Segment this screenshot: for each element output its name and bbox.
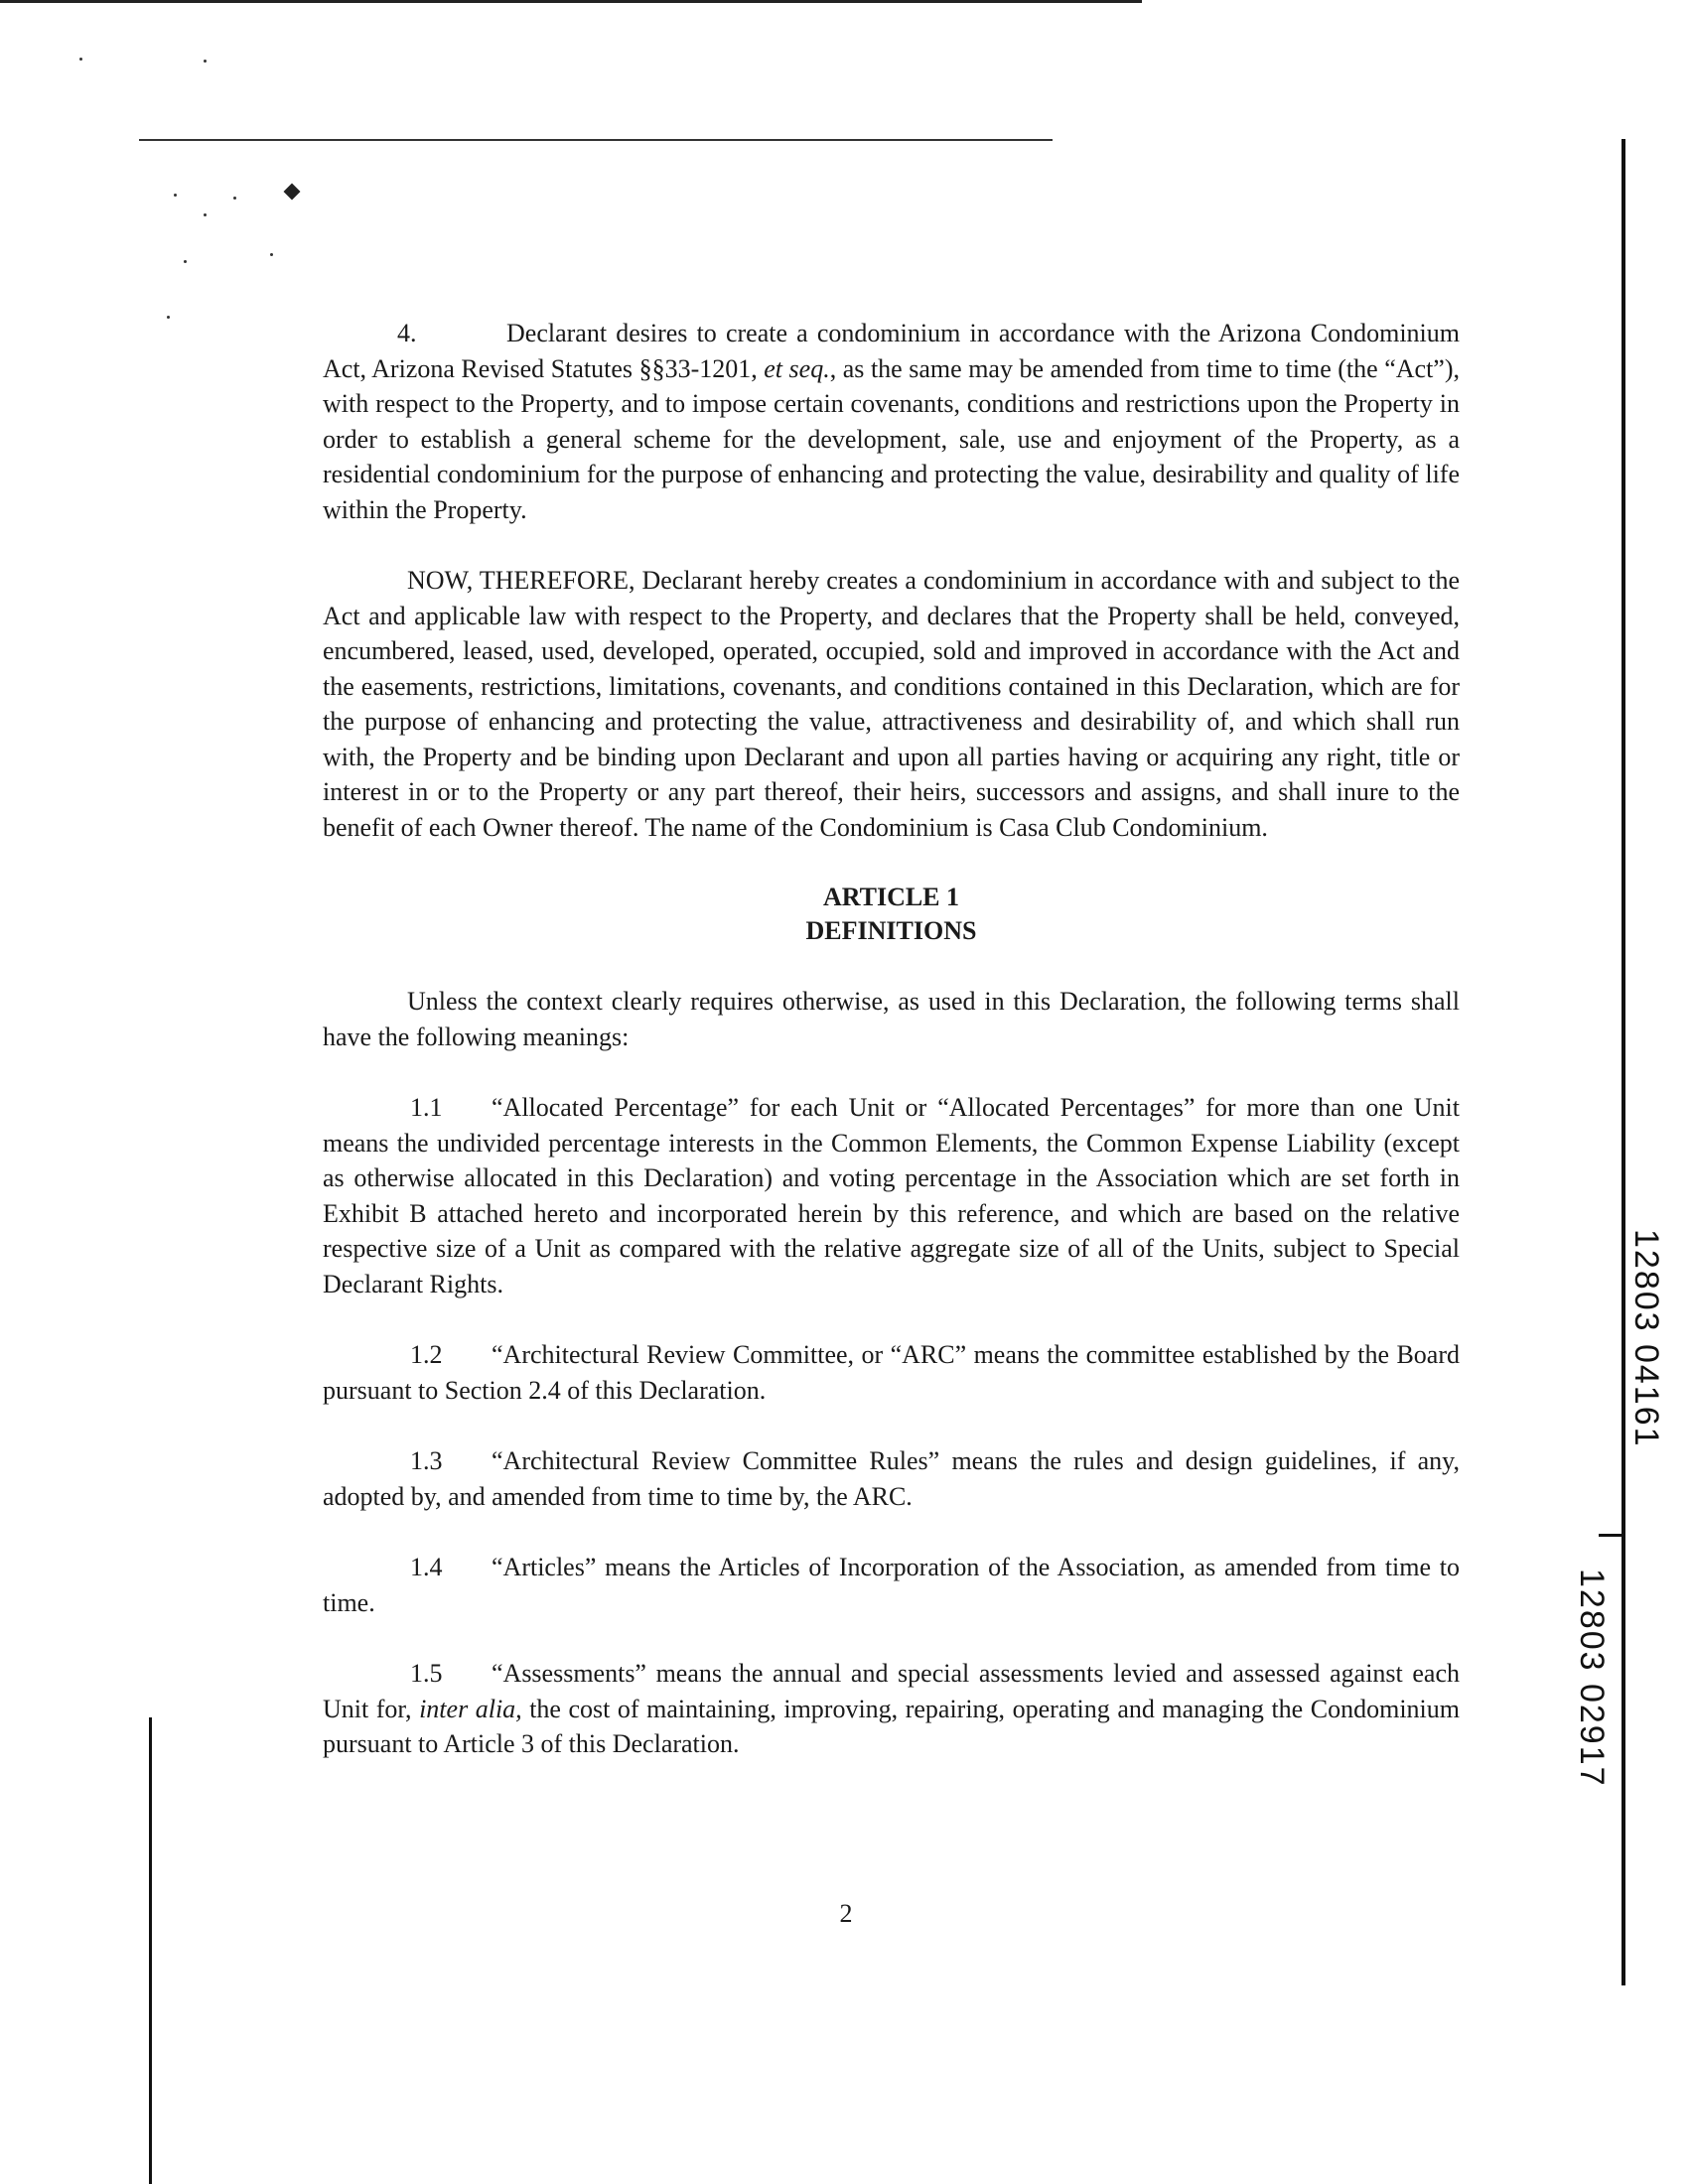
scan-speck <box>233 197 236 200</box>
scan-speck <box>79 58 82 61</box>
recording-stamp: 12803 02917 <box>1573 1569 1611 1788</box>
definition-1-4 <box>323 1550 1460 1620</box>
definition-text: “Assessments” means the annual and special assessments levied and assessed against each Unit for, <box>323 1659 1460 1723</box>
stamp-connector <box>1599 1534 1623 1537</box>
header-rule <box>139 139 1053 141</box>
scan-speck <box>270 253 273 256</box>
definition-text-cont: the cost of maintaining, improving, repairing, operating and managing the Condominium pursuant to Article 3 of this Declaration. <box>323 1694 1460 1758</box>
paragraph-4 <box>323 316 1460 527</box>
definitions-intro <box>323 984 1460 1054</box>
definition-number: 1.5 <box>410 1659 443 1688</box>
scan-speck <box>204 213 207 216</box>
now-therefore-text: NOW, THEREFORE, Declarant hereby creates a condominium in accordance with and subject to the Act and applicable law with respect to the Property, and declares that the Property shall be held, conveyed, encumbered, leased, used, developed, operated, occupied, sold and improved in accordance with the Act and the easements, restrictions, limitations, covenants, and conditions contained in this Declaration, which are for the purpose of enhancing and protecting the value, attractiveness and desirability of, and which shall run with, the Property and be binding upon Declarant and upon all parties having or acquiring any right, title or interest in or to the Property or any part thereof, their heirs, successors and assigns, and shall inure to the benefit of each Owner thereof. The name of the Condominium is Casa Club Condominium. <box>323 566 1460 842</box>
article-title: DEFINITIONS <box>805 916 977 945</box>
top-edge-rule <box>0 0 1142 3</box>
document-body <box>323 316 1460 1798</box>
scan-speck <box>167 316 170 319</box>
definition-italic: inter alia, <box>419 1694 522 1723</box>
definition-number: 1.2 <box>410 1340 443 1369</box>
paragraph-text: Declarant desires to create a condominium in accordance with the Arizona Condominium Act, Arizona Revised Statutes §§33-1201, <box>323 319 1460 383</box>
definition-text: “Architectural Review Committee, or “ARC” means the committee established by the Board pursuant to Section 2.4 of this Declaration. <box>323 1340 1460 1405</box>
scan-speck <box>174 194 177 197</box>
definition-1-1 <box>323 1090 1460 1301</box>
right-margin-bar <box>1622 139 1625 1985</box>
recording-stamp: 12803 04161 <box>1627 1229 1665 1448</box>
definition-1-5 <box>323 1656 1460 1762</box>
paragraph-italic: et seq. <box>764 353 830 383</box>
definition-number: 1.3 <box>410 1446 443 1475</box>
definition-number: 1.1 <box>410 1093 443 1122</box>
definition-text: “Allocated Percentage” for each Unit or “Allocated Percentages” for more than one Unit means the undivided percentage interests in the Common Elements, the Common Expense Liability (except as otherwise allocated in this Declaration) and voting percentage in the Association which are set forth in Exhibit B attached hereto and incorporated herein by this reference, and which are based on the relative respective size of a Unit as compared with the relative aggregate size of all of the Units, subject to Special Declarant Rights. <box>323 1093 1460 1298</box>
definition-text: “Architectural Review Committee Rules” means the rules and design guidelines, if any, adopted by, and amended from time to time by, the ARC. <box>323 1446 1460 1511</box>
scan-speck <box>204 60 207 63</box>
definition-number: 1.4 <box>410 1553 443 1581</box>
definition-text: “Articles” means the Articles of Incorporation of the Association, as amended from time to time. <box>323 1553 1460 1617</box>
article-heading <box>323 881 1460 948</box>
definition-1-2 <box>323 1337 1460 1408</box>
scan-speck <box>184 260 187 263</box>
article-number: ARTICLE 1 <box>822 883 960 911</box>
definition-1-3 <box>323 1443 1460 1514</box>
paragraph-number: 4. <box>397 319 417 347</box>
intro-text: Unless the context clearly requires otherwise, as used in this Declaration, the following terms shall have the following meanings: <box>323 987 1460 1051</box>
scan-mark <box>284 184 301 201</box>
paragraph-text-cont: , as the same may be amended from time to time (the “Act”), with respect to the Property, and to impose certain covenants, conditions and restrictions upon the Property in order to establish a general scheme for the development, sale, use and enjoyment of the Property, as a residential condominium for the purpose of enhancing and protecting the value, desirability and quality of life within the Property. <box>323 353 1460 524</box>
page-number: 2 <box>839 1899 853 1928</box>
left-margin-bar <box>149 1717 152 2184</box>
now-therefore-paragraph <box>323 563 1460 845</box>
